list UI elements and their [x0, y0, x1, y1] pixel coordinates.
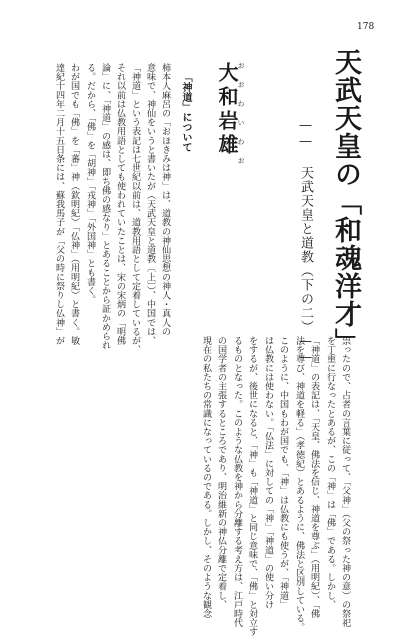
lower-body-line: の国学者の主張するところであり、明治維新の神仏分離で定着し、 — [216, 336, 226, 609]
upper-body-line: 達紀十四年二月十五日条には、蘇我馬子が「父の時に祭りし仏神」が — [54, 63, 64, 346]
lower-body-line: を丁重に行なったとあるが、この「神」は「佛」である。しかし、 — [325, 336, 335, 609]
lower-body-line: 現在の私たちの常識になっているのである。しかし、そのような観念 — [201, 336, 211, 619]
upper-body-line: それ以前は仏教用語としても使われていたことは、宋の宋炳の「明佛 — [115, 63, 125, 346]
upper-body-line: 柿本人麻呂の「おほきみは神」は、道教の神仙思想の神人・真人の — [160, 63, 170, 336]
article-subtitle: —— 天武天皇と道教（下の二）—— — [298, 118, 313, 366]
lower-body-line: 「神道」の表記は、「天皇、佛法を信じ、神道を尊ぶ」（用明紀）、「佛 — [309, 336, 319, 619]
section-heading: 「神道」について — [180, 72, 191, 152]
page-number: 178 — [357, 22, 375, 32]
article-title: 天武天皇の「和魂洋才」 — [330, 48, 361, 356]
upper-body-line: わが国でも「佛」を「蕃」神（欽明紀）「仏神」（用明紀）と書く。敏 — [69, 63, 79, 346]
lower-body-line: このように、中国もわが国でも、「神」は仏教にも使うが、「神道」 — [278, 336, 288, 609]
author-ruby: おおわいわお — [237, 62, 245, 176]
lower-body-line: るものとなった。このような仏教を神から分離する考え方は、江戸時代 — [232, 336, 242, 628]
upper-body-line: る。だから、「佛」を「胡神」「戎神」「外国神」とも書く。 — [85, 63, 95, 305]
lower-body-line: 法を尊び、神道を軽る」（孝徳紀）とあるように、佛法と区別している。 — [294, 336, 304, 632]
upper-body-line: 論」に、「神道」の感は、即ち佛の感なり」とあることから証かめられ — [100, 63, 110, 350]
lower-body-line: 祟ったので、占者の言葉に従って、「父神」（父の祭った神の意）の祭祀 — [340, 336, 350, 628]
upper-body-line: 意味で、神仙をいうと書いたが（天武天皇と道教〔上〕）、中国では、 — [145, 63, 155, 346]
lower-body-line: をするが、後世になると、「神」も「神道」と同じ意味で、「佛」と対立す — [247, 336, 257, 636]
upper-body-line: 「神道」という表記は七世紀以前は、道教用語として定着しているが、 — [130, 63, 140, 355]
author-name: 大和岩雄 — [215, 62, 239, 158]
lower-body-line: は仏教には使わない。「仏法」に対しての「神」「神道」の使い分け — [263, 336, 273, 609]
